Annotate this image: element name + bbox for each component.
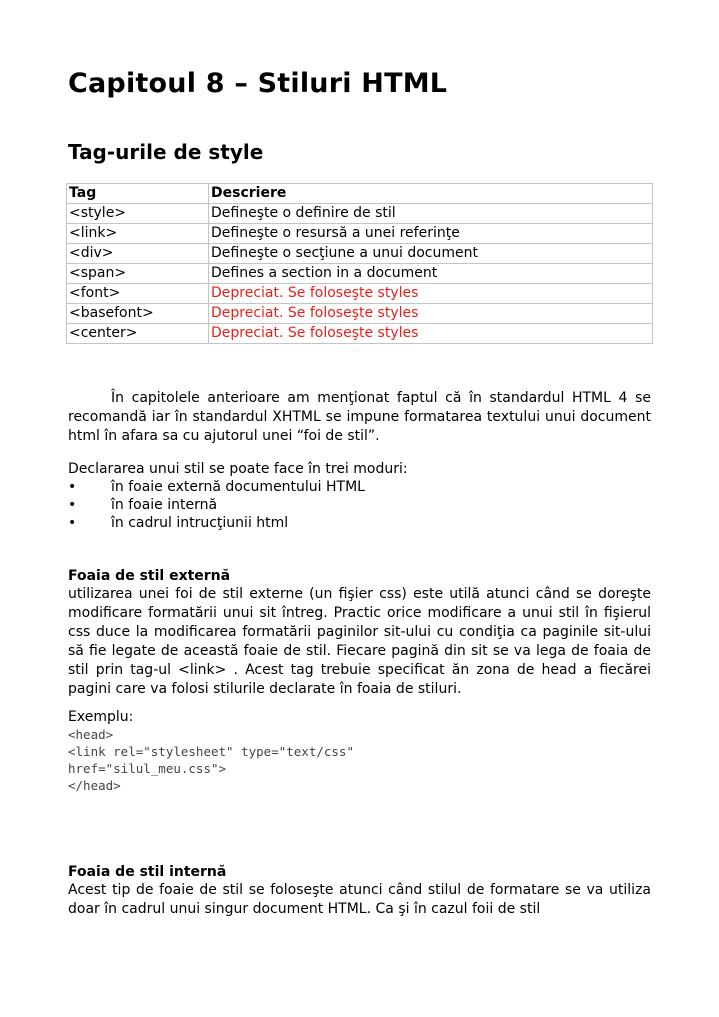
modes-intro: Declararea unui stil se poate face în trei moduri:	[68, 461, 408, 477]
list-item-text: în cadrul intrucţiunii html	[111, 515, 289, 531]
style-tags-table	[66, 183, 653, 344]
external-stylesheet-heading: Foaia de stil externă	[68, 568, 231, 584]
tag-cell: <center>	[67, 324, 209, 344]
table-row	[67, 264, 653, 284]
description-cell: Depreciat. Se foloseşte styles	[209, 284, 653, 304]
table-body	[67, 204, 653, 344]
bullet-icon: •	[68, 497, 77, 513]
bullet-icon: •	[68, 515, 77, 531]
description-cell: Defineşte o resursă a unei referinţe	[209, 224, 653, 244]
list-item-text: în foaie externă documentului HTML	[111, 479, 365, 495]
tag-cell: <div>	[67, 244, 209, 264]
tag-cell: <span>	[67, 264, 209, 284]
table-row	[67, 224, 653, 244]
modes-list	[68, 478, 365, 532]
table-header-tag: Tag	[67, 184, 209, 204]
description-cell: Depreciat. Se foloseşte styles	[209, 324, 653, 344]
internal-stylesheet-paragraph: Acest tip de foaie de stil se foloseşte atunci când stilul de formatare se va utiliza doar în cadrul unui singur document HTML. Ca şi în cazul foii de stil	[68, 882, 651, 917]
list-item	[68, 496, 365, 514]
example-label: Exemplu:	[68, 709, 134, 725]
section-title: Tag-urile de style	[68, 140, 264, 164]
tag-cell: <style>	[67, 204, 209, 224]
code-example: <head> <link rel="stylesheet" type="text/css" href="silul_meu.css"> </head>	[68, 727, 354, 793]
list-item-text: în foaie internă	[111, 497, 218, 513]
internal-stylesheet-heading: Foaia de stil internă	[68, 864, 227, 880]
tag-cell: <link>	[67, 224, 209, 244]
description-cell: Depreciat. Se foloseşte styles	[209, 304, 653, 324]
tag-cell: <font>	[67, 284, 209, 304]
table-header-row	[67, 184, 653, 204]
table-row	[67, 284, 653, 304]
intro-paragraph: În capitolele anterioare am menţionat faptul că în standardul HTML 4 se recomandă iar în standardul XHTML se impune formatarea textului unui document html în afara sa cu ajutorul unei “foi de stil”.	[68, 390, 651, 444]
external-stylesheet-paragraph: utilizarea unei foi de stil externe (un fişier css) este utilă atunci când se doreşte modificare formatării unui sit întreg. Practic orice modificare a unui stil în fişierul css duce la modificarea formatării paginilor sit-ului cu condiţia ca paginile sit-ului să fie legate de această foaie de stil. Fiecare pagină din sit se va lega de foaia de stil prin tag-ul <link> . Acest tag trebuie specificat ăn zona de head a fiecărei pagini care va folosi stilurile declarate în foaia de stiluri.	[68, 586, 651, 697]
page-title: Capitoul 8 – Stiluri HTML	[68, 68, 448, 99]
table-row	[67, 204, 653, 224]
description-cell: Defineşte o definire de stil	[209, 204, 653, 224]
list-item	[68, 514, 365, 532]
table-row	[67, 324, 653, 344]
bullet-icon: •	[68, 479, 77, 495]
table-row	[67, 244, 653, 264]
tag-cell: <basefont>	[67, 304, 209, 324]
table-header-description: Descriere	[209, 184, 653, 204]
description-cell: Defineşte o secţiune a unui document	[209, 244, 653, 264]
description-cell: Defines a section in a document	[209, 264, 653, 284]
list-item	[68, 478, 365, 496]
table-row	[67, 304, 653, 324]
